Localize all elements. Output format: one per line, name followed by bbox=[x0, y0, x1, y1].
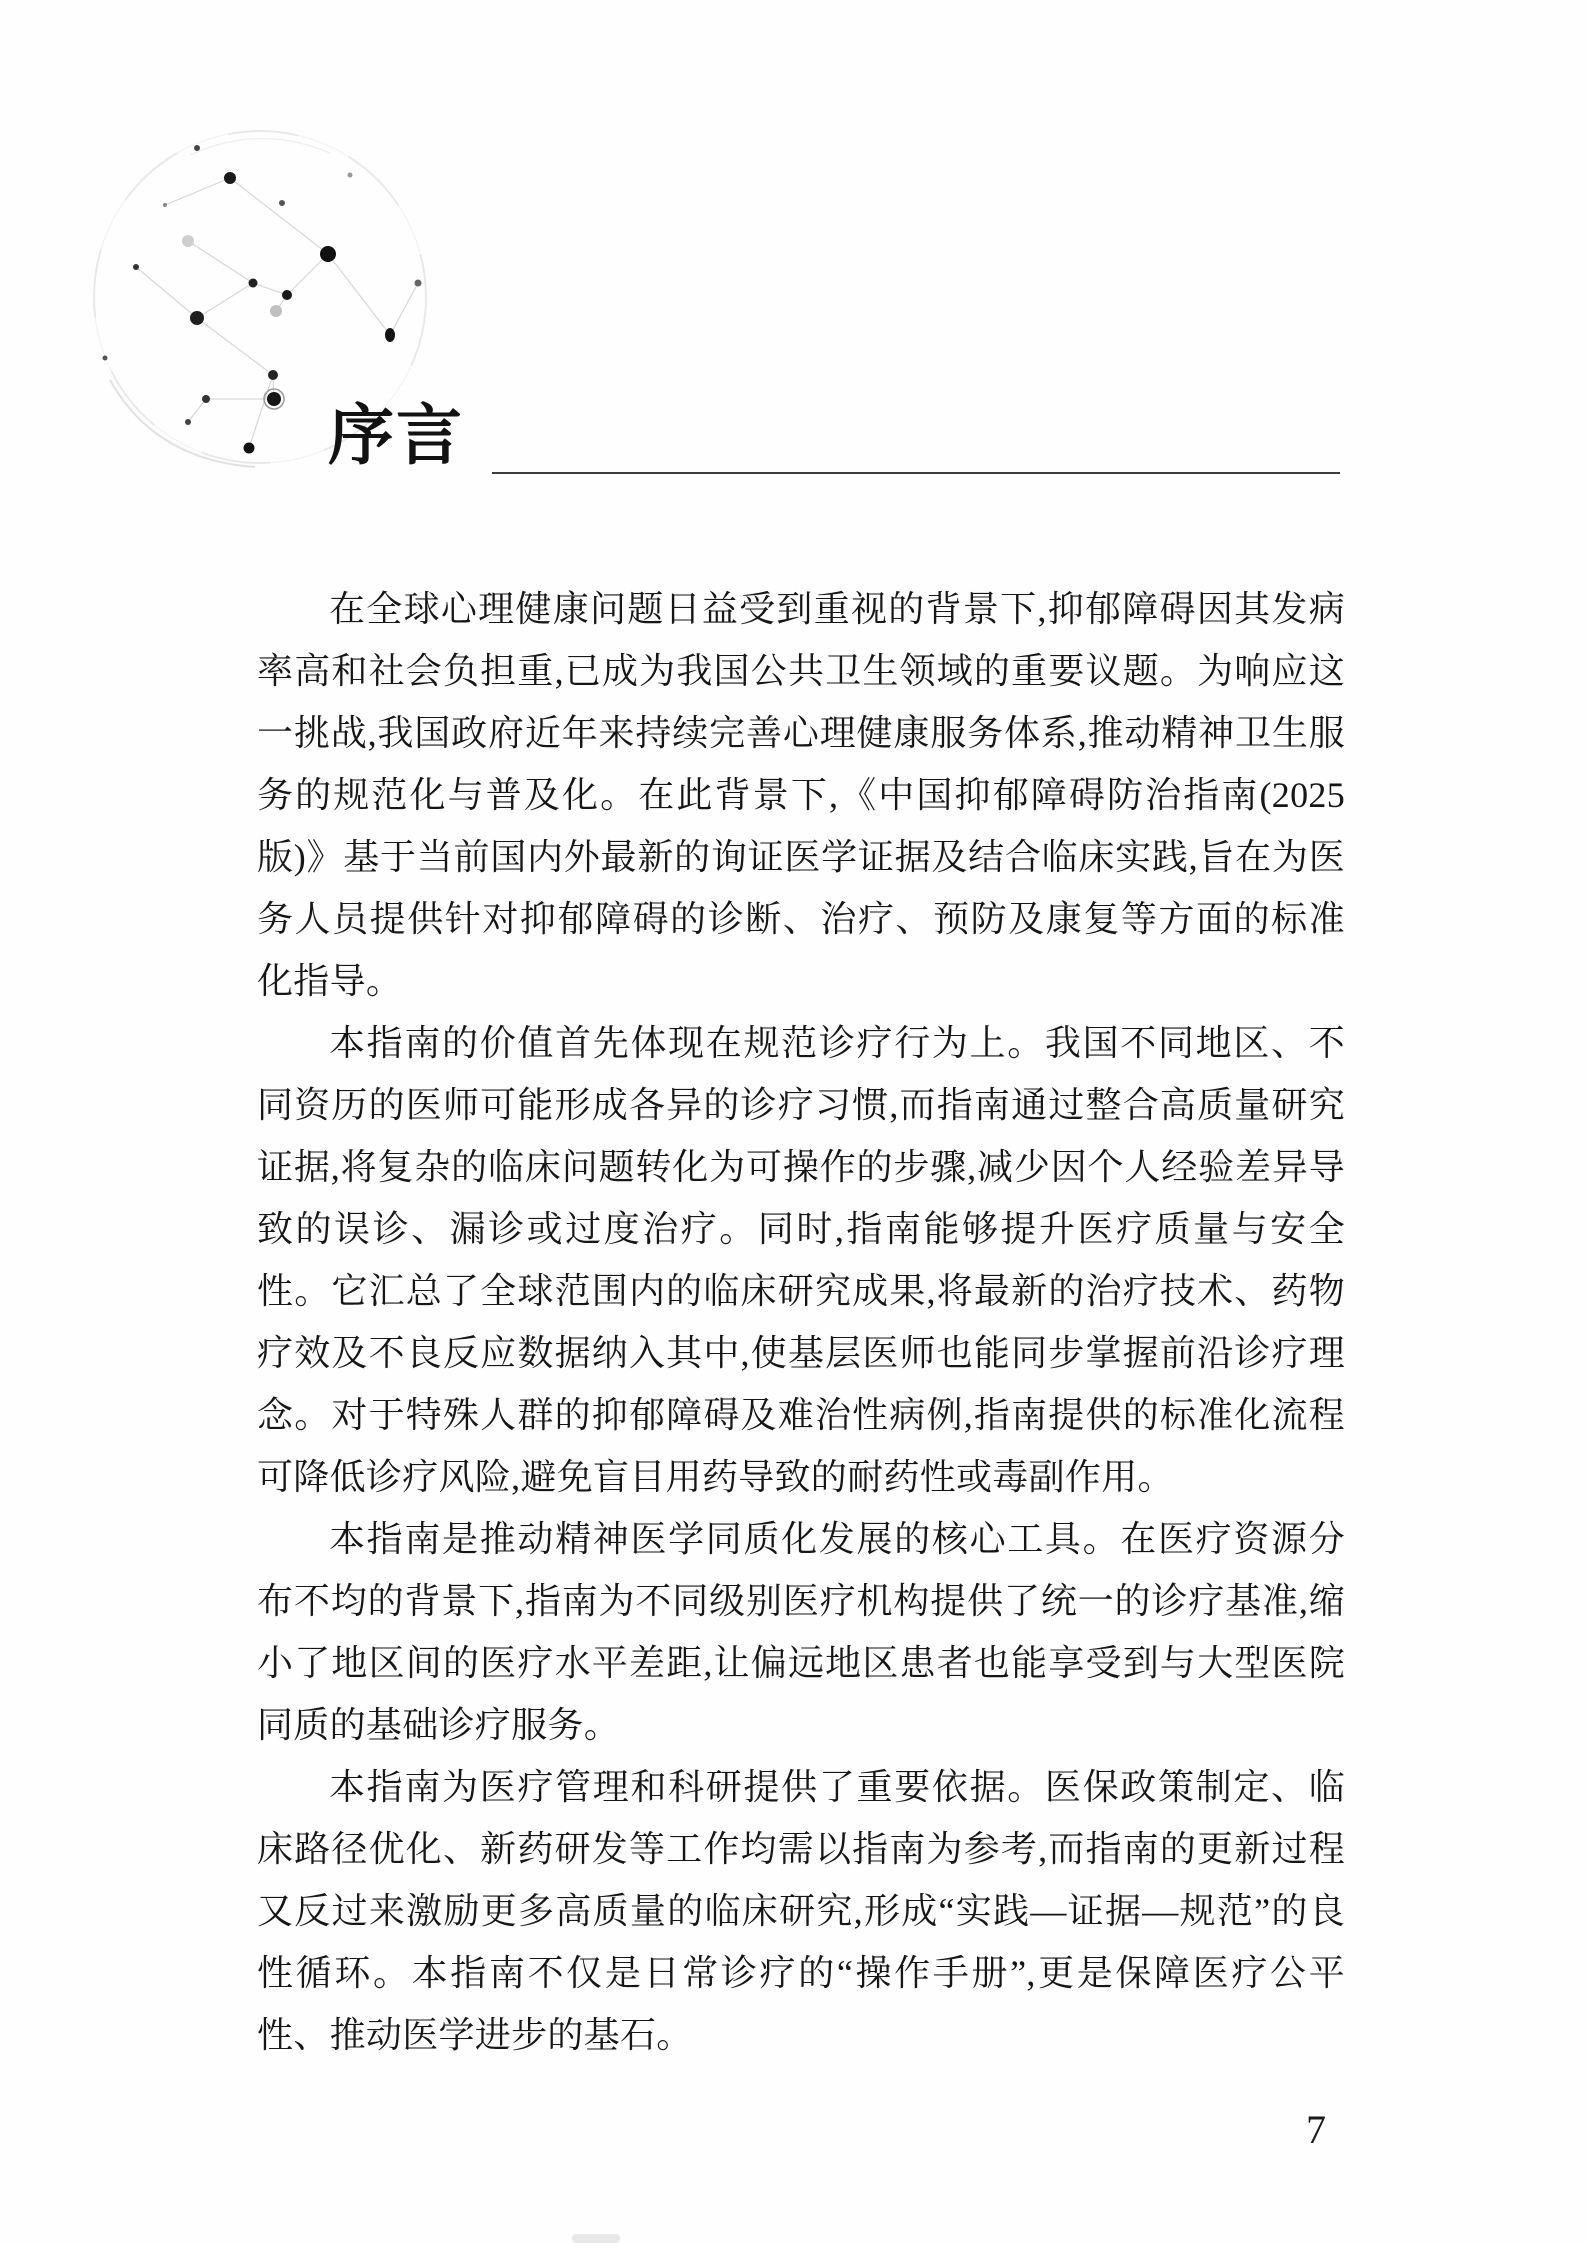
preface-body bbox=[257, 578, 1345, 2066]
page-title: 序言 bbox=[328, 400, 464, 473]
paragraph-2: 本指南的价值首先体现在规范诊疗行为上。我国不同地区、不同资历的医师可能形成各异的诊疗习惯,而指南通过整合高质量研究证据,将复杂的临床问题转化为可操作的步骤,减少因个人经验差异导致的误诊、漏诊或过度治疗。同时,指南能够提升医疗质量与安全性。它汇总了全球范围内的临床研究成果,将最新的治疗技术、药物疗效及不良反应数据纳入其中,使基层医师也能同步掌握前沿诊疗理念。对于特殊人群的抑郁障碍及难治性病例,指南提供的标准化流程可降低诊疗风险,避免盲目用药导致的耐药性或毒副作用。 bbox=[257, 1023, 1345, 1497]
paragraph-4: 本指南为医疗管理和科研提供了重要依据。医保政策制定、临床路径优化、新药研发等工作均需以指南为参考,而指南的更新过程又反过来激励更多高质量的临床研究,形成“实践—证据—规范”的良性循环。本指南不仅是日常诊疗的“操作手册”,更是保障医疗公平性、推动医学进步的基石。 bbox=[257, 1767, 1345, 2055]
scan-artifact bbox=[572, 2234, 620, 2243]
page-number: 7 bbox=[1306, 2107, 1326, 2152]
paragraph-1: 在全球心理健康问题日益受到重视的背景下,抑郁障碍因其发病率高和社会负担重,已成为我国公共卫生领域的重要议题。为响应这一挑战,我国政府近年来持续完善心理健康服务体系,推动精神卫生服务的规范化与普及化。在此背景下,《中国抑郁障碍防治指南(2025版)》基于当前国内外最新的询证医学证据及结合临床实践,旨在为医务人员提供针对抑郁障碍的诊断、治疗、预防及康复等方面的标准化指导。 bbox=[257, 589, 1345, 1001]
paragraph-3: 本指南是推动精神医学同质化发展的核心工具。在医疗资源分布不均的背景下,指南为不同级别医疗机构提供了统一的诊疗基准,缩小了地区间的医疗水平差距,让偏远地区患者也能享受到与大型医院同质的基础诊疗服务。 bbox=[257, 1519, 1345, 1745]
title-rule bbox=[492, 472, 1340, 474]
